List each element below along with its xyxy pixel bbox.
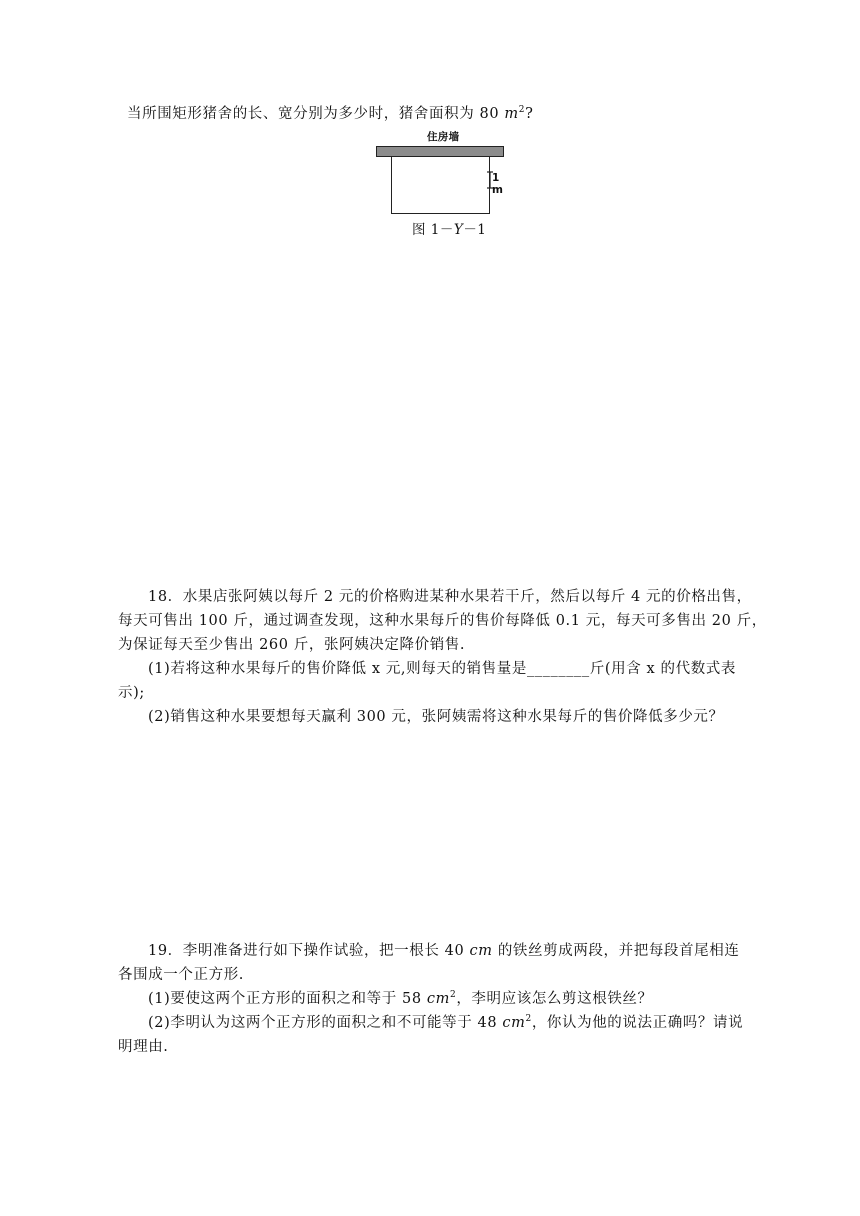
q19-l1-unit: cm	[469, 943, 493, 959]
q17-question-mark: ?	[525, 106, 534, 122]
q18-line-1: 18．水果店张阿姨以每斤 2 元的价格购进某种水果若干斤，然后以每斤 4 元的价格出售，	[148, 589, 752, 605]
gap-label: 1 m	[492, 172, 503, 196]
q17-text: 当所围矩形猪舍的长、宽分别为多少时，猪舍面积为 80	[127, 106, 505, 122]
q19-line-1	[148, 941, 739, 961]
q19-l1-rest: 的铁丝剪成两段，并把每段首尾相连	[492, 943, 740, 959]
pig-pen-figure	[374, 128, 510, 238]
q17-unit: m	[504, 106, 519, 122]
q19-p1-rest: ，李明应该怎么剪这根铁丝？	[456, 991, 653, 1007]
figure-caption	[412, 218, 486, 238]
q19-part-2-line-1	[148, 1013, 743, 1033]
q19-part-1	[148, 989, 653, 1009]
caption-prefix: 图 1－	[412, 222, 454, 238]
q18-part-2: (2)销售这种水果要想每天赢利 300 元，张阿姨需将这种水果每斤的售价降低多少元？	[148, 709, 724, 725]
q19-p2-rest: ，你认为他的说法正确吗？请说	[531, 1015, 744, 1031]
q19-p2-text: (2)李明认为这两个正方形的面积之和不可能等于 48	[148, 1015, 503, 1031]
q19-l1-text: 19．李明准备进行如下操作试验，把一根长 40	[148, 943, 470, 959]
q18-line-2: 每天可售出 100 斤，通过调查发现，这种水果每斤的售价每降低 0.1 元，每天可多售出 20 斤，	[118, 613, 767, 629]
pen-rectangle	[391, 156, 490, 214]
q19-p1-text: (1)要使这两个正方形的面积之和等于 58	[148, 991, 427, 1007]
q19-p1-exp: 2	[450, 990, 457, 1001]
question-17-tail	[127, 104, 533, 124]
caption-y: Y	[453, 222, 464, 238]
wall-label: 住房墙	[427, 131, 460, 143]
q19-line-2: 各围成一个正方形.	[118, 967, 245, 983]
q19-p1-unit: cm	[426, 991, 450, 1007]
q18-part-1-line-1: (1)若将这种水果每斤的售价降低 x 元,则每天的销售量是________斤(用含 x 的代数式表	[148, 661, 736, 677]
q19-part-2-line-2: 明理由.	[118, 1039, 169, 1055]
q17-exponent: 2	[518, 105, 526, 116]
caption-suffix: －1	[463, 222, 487, 238]
q18-line-3: 为保证每天至少售出 260 斤，张阿姨决定降价销售.	[118, 637, 466, 653]
q18-part-1-line-2: 示);	[118, 685, 145, 701]
q19-p2-unit: cm	[502, 1015, 526, 1031]
q19-p2-exp: 2	[525, 1014, 532, 1025]
